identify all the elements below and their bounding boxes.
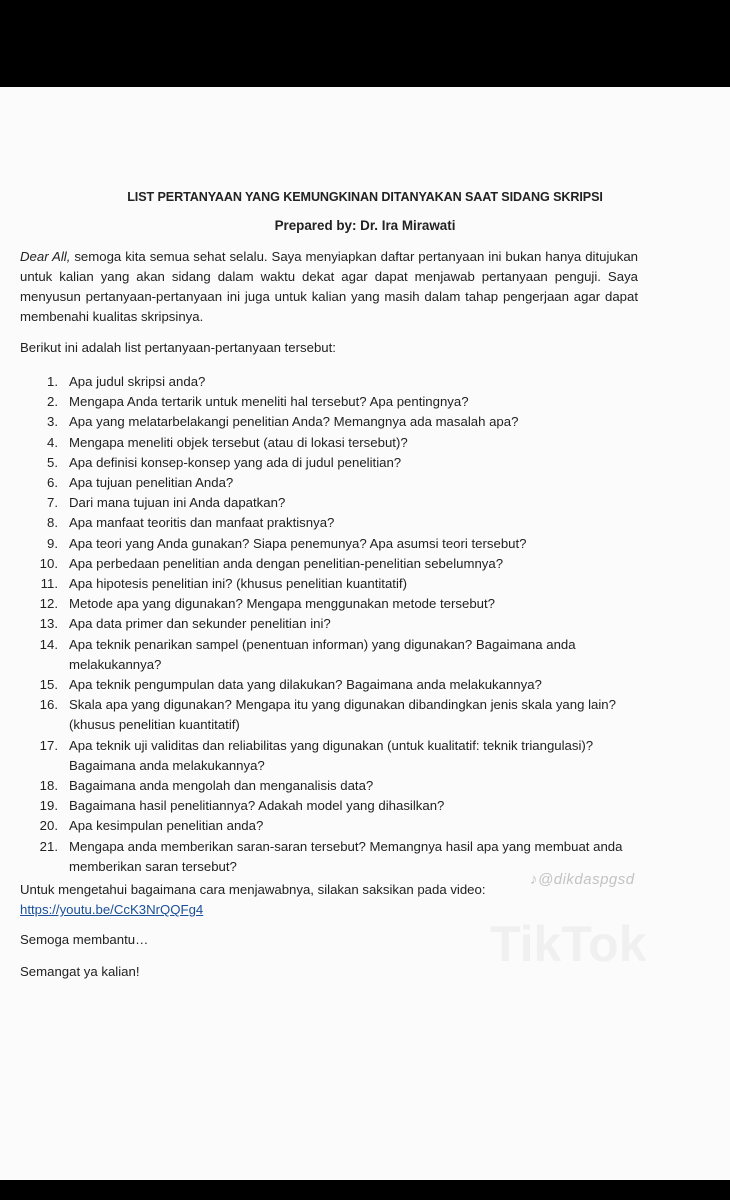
bottom-bar bbox=[0, 1180, 730, 1200]
question-text: Skala apa yang digunakan? Mengapa itu yang digunakan dibandingkan jenis skala yang lain? (khusus penelitian kuantitatif) bbox=[69, 697, 616, 733]
closing-line-1: Semoga membantu… bbox=[20, 932, 149, 947]
question-text: Apa teori yang Anda gunakan? Siapa penemunya? Apa asumsi teori tersebut? bbox=[69, 535, 527, 551]
question-text: Bagaimana hasil penelitiannya? Adakah model yang dihasilkan? bbox=[69, 798, 445, 814]
question-text: Apa kesimpulan penelitian anda? bbox=[69, 818, 264, 834]
question-list bbox=[20, 372, 640, 877]
question-number: 17. bbox=[39, 737, 58, 753]
question-item bbox=[20, 594, 640, 614]
question-item bbox=[20, 574, 640, 594]
question-item bbox=[20, 695, 640, 735]
question-text: Mengapa meneliti objek tersebut (atau di lokasi tersebut)? bbox=[69, 434, 408, 450]
question-text: Apa perbedaan penelitian anda dengan penelitian-penelitian sebelumnya? bbox=[69, 555, 504, 571]
question-text: Apa hipotesis penelitian ini? (khusus penelitian kuantitatif) bbox=[69, 576, 407, 592]
question-number: 15. bbox=[39, 677, 58, 693]
question-item bbox=[20, 372, 640, 392]
question-number: 21. bbox=[39, 838, 58, 854]
question-number: 5. bbox=[47, 454, 58, 470]
question-item bbox=[20, 473, 640, 493]
question-number: 20. bbox=[39, 818, 58, 834]
question-number: 12. bbox=[39, 596, 58, 612]
intro-salutation: Dear All, bbox=[20, 249, 71, 264]
question-number: 19. bbox=[39, 798, 58, 814]
intro-text: semoga kita semua sehat selalu. Saya menyiapkan daftar pertanyaan ini bukan hanya ditujukan untuk kalian yang akan sidang dalam waktu dekat agar dapat menjawab pertanyaan penguji. Saya menyusun pertanyaan-pertanyaan ini juga untuk kalian yang masih dalam tahap pengerjaan agar dapat membenahi kualitas skripsinya. bbox=[20, 249, 638, 324]
question-number: 16. bbox=[39, 697, 58, 713]
question-number: 8. bbox=[47, 515, 58, 531]
prepared-by: Prepared by: Dr. Ira Mirawati bbox=[274, 218, 456, 233]
closing-line-2: Semangat ya kalian! bbox=[20, 964, 140, 979]
question-text: Apa judul skripsi anda? bbox=[69, 374, 206, 389]
question-text: Dari mana tujuan ini Anda dapatkan? bbox=[69, 495, 286, 511]
question-item bbox=[20, 493, 640, 513]
question-item bbox=[20, 392, 640, 412]
outro-text: Untuk mengetahui bagaimana cara menjawabnya, silakan saksikan pada video: bbox=[20, 882, 486, 897]
question-number: 13. bbox=[39, 616, 58, 632]
question-number: 11. bbox=[40, 576, 58, 592]
watermark-logo: TikTok bbox=[490, 916, 647, 972]
question-item bbox=[20, 736, 640, 776]
question-item bbox=[20, 675, 640, 695]
question-number: 4. bbox=[47, 434, 58, 450]
question-text: Mengapa anda memberikan saran-saran tersebut? Memangnya hasil apa yang membuat anda memberikan saran tersebut? bbox=[69, 838, 623, 874]
document-title: LIST PERTANYAAN YANG KEMUNGKINAN DITANYAKAN SAAT SIDANG SKRIPSI bbox=[127, 190, 603, 204]
question-number: 1. bbox=[47, 374, 58, 389]
question-text: Mengapa Anda tertarik untuk meneliti hal tersebut? Apa pentingnya? bbox=[69, 394, 469, 410]
question-item bbox=[20, 554, 640, 574]
question-text: Apa definisi konsep-konsep yang ada di judul penelitian? bbox=[69, 454, 402, 470]
question-item bbox=[20, 796, 640, 816]
question-number: 9. bbox=[47, 535, 58, 551]
question-text: Metode apa yang digunakan? Mengapa menggunakan metode tersebut? bbox=[69, 596, 495, 612]
outro-paragraph bbox=[20, 880, 486, 920]
question-text: Apa yang melatarbelakangi penelitian Anda? Memangnya ada masalah apa? bbox=[69, 414, 519, 430]
question-text: Apa manfaat teoritis dan manfaat praktisnya? bbox=[69, 515, 335, 531]
question-number: 10. bbox=[39, 555, 58, 571]
video-link[interactable]: https://youtu.be/CcK3NrQQFg4 bbox=[20, 902, 204, 917]
question-number: 14. bbox=[39, 636, 58, 652]
question-number: 2. bbox=[47, 394, 58, 410]
document-page bbox=[0, 87, 730, 1180]
list-lead: Berikut ini adalah list pertanyaan-pertanyaan tersebut: bbox=[20, 340, 336, 355]
question-item bbox=[20, 635, 640, 675]
intro-paragraph bbox=[20, 247, 638, 327]
question-number: 7. bbox=[47, 495, 58, 511]
question-text: Apa tujuan penelitian Anda? bbox=[69, 475, 234, 491]
tiktok-icon: ♪ bbox=[530, 871, 538, 888]
question-item bbox=[20, 433, 640, 453]
question-item bbox=[20, 614, 640, 634]
question-text: Apa teknik penarikan sampel (penentuan informan) yang digunakan? Bagaimana anda melakukannya? bbox=[69, 636, 576, 672]
watermark-handle: ♪@dikdaspgsd bbox=[530, 871, 635, 888]
question-item bbox=[20, 412, 640, 432]
question-item bbox=[20, 453, 640, 473]
question-text: Apa teknik pengumpulan data yang dilakukan? Bagaimana anda melakukannya? bbox=[69, 677, 542, 693]
question-item bbox=[20, 776, 640, 796]
question-number: 3. bbox=[47, 414, 58, 430]
question-text: Bagaimana anda mengolah dan menganalisis data? bbox=[69, 778, 374, 794]
question-number: 6. bbox=[47, 475, 58, 491]
question-item bbox=[20, 534, 640, 554]
question-item bbox=[20, 513, 640, 533]
question-text: Apa teknik uji validitas dan reliabilitas yang digunakan (untuk kualitatif: teknik triangulasi)? Bagaimana anda melakukannya? bbox=[69, 737, 594, 773]
question-item bbox=[20, 816, 640, 836]
question-text: Apa data primer dan sekunder penelitian ini? bbox=[69, 616, 331, 632]
question-number: 18. bbox=[39, 778, 58, 794]
